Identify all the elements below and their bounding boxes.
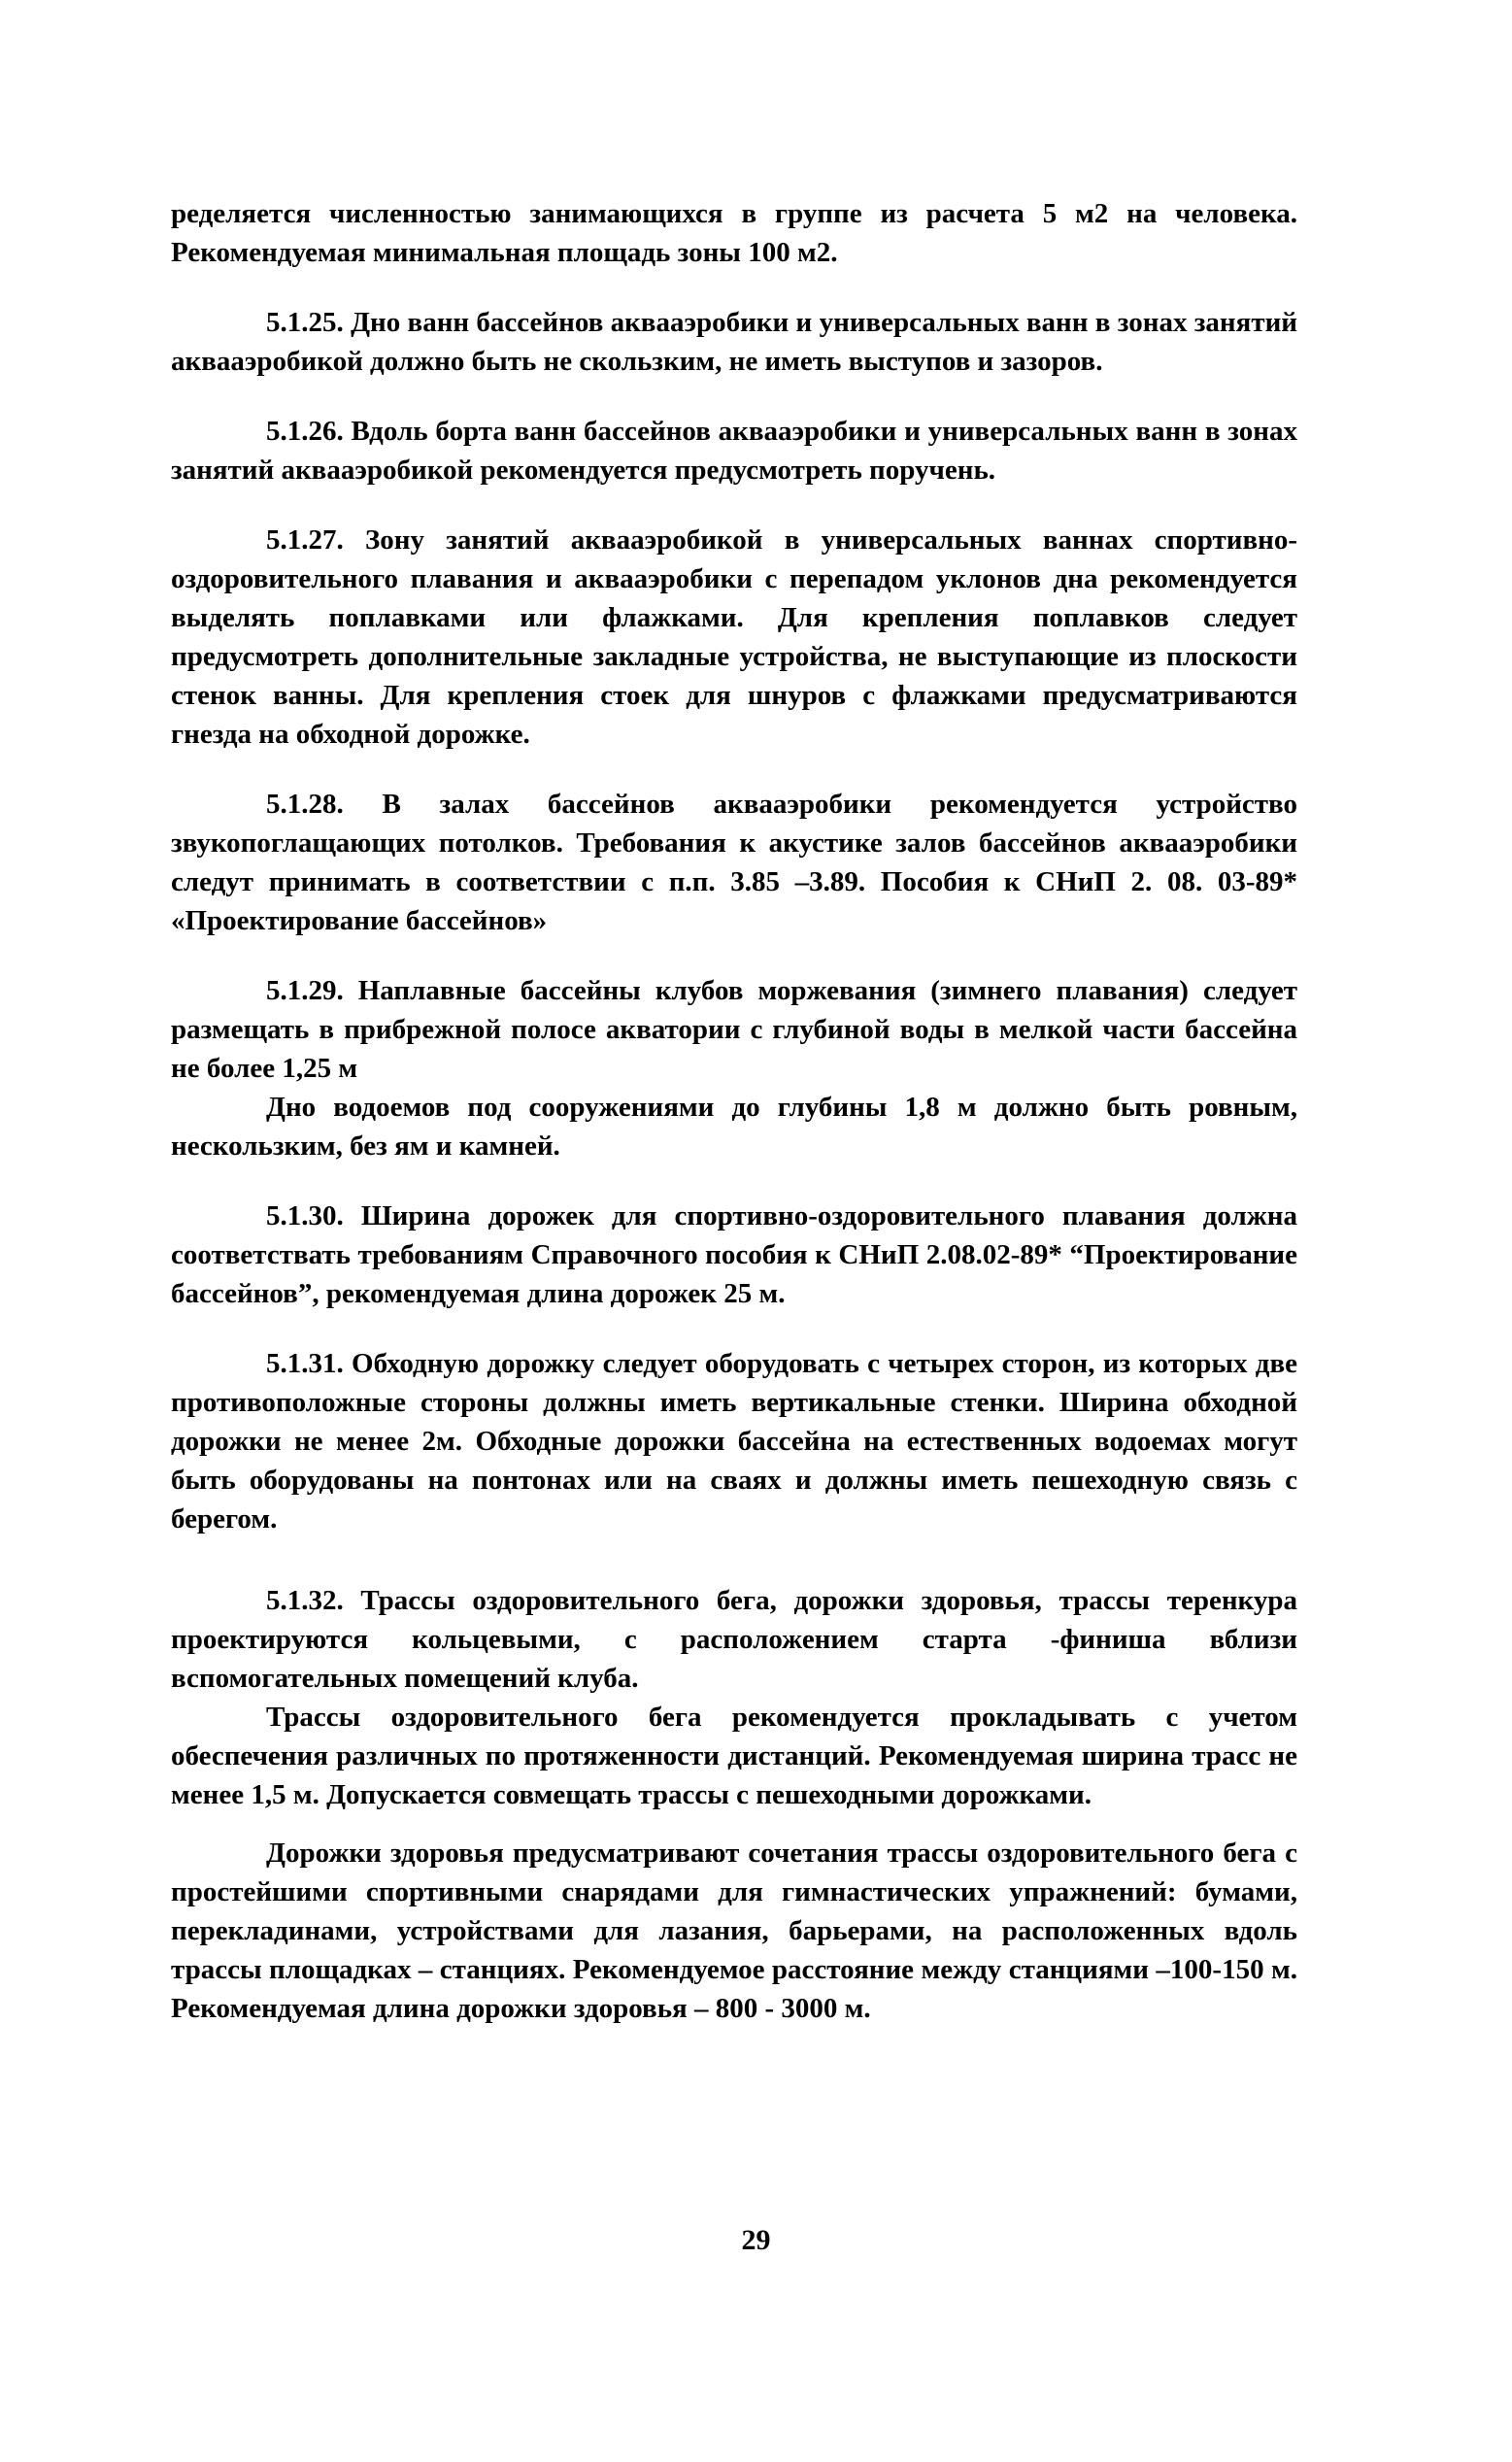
- paragraph-5-1-32: 5.1.32. Трассы оздоровительного бега, дорожки здоровья, трассы теренкура проектируются кольцевыми, с расположением старта -финиша вблизи вспомогательных помещений клуба.: [171, 1585, 1297, 1694]
- paragraph-5-1-26: 5.1.26. Вдоль борта ванн бассейнов аквааэробики и универсальных ванн в зонах занятий аквааэробикой рекомендуется предусмотреть поручень.: [171, 416, 1297, 486]
- paragraph-5-1-29-bottom: Дно водоемов под сооружениями до глубины 1,8 м должно быть ровным, нескользким, без ям и камней.: [171, 1092, 1297, 1162]
- paragraph-5-1-32-health-paths: Дорожки здоровья предусматривают сочетания трассы оздоровительного бега с простейшими спортивными снарядами для гимнастических упражнений: бумами, перекладинами, устройствами для лазания, барьерами, на расположенных вдоль трассы площадках – станциях. Рекомендуемое расстояние между станциями –100-150 м. Рекомендуемая длина дорожки здоровья – 800 - 3000 м.: [171, 1838, 1297, 2024]
- paragraph-5-1-25: 5.1.25. Дно ванн бассейнов аквааэробики и универсальных ванн в зонах занятий аквааэробикой должно быть не скользким, не иметь выступов и зазоров.: [171, 307, 1297, 377]
- paragraph-5-1-31: 5.1.31. Обходную дорожку следует оборудовать с четырех сторон, из которых две противоположные стороны должны иметь вертикальные стенки. Ширина обходной дорожки не менее 2м. Обходные дорожки бассейна на естественных водоемах могут быть оборудованы на понтонах или на сваях и должны иметь пешеходную связь с берегом.: [171, 1348, 1297, 1535]
- paragraph-5-1-27: 5.1.27. Зону занятий аквааэробикой в универсальных ваннах спортивно-оздоровительного плавания и аквааэробики с перепадом уклонов дна рекомендуется выделять поплавками или флажками. Для крепления поплавков следует предусмотреть дополнительные закладные устройства, не выступающие из плоскости стенок ванны. Для крепления стоек для шнуров с флажками предусматриваются гнезда на обходной дорожке.: [171, 524, 1297, 750]
- paragraph-5-1-30: 5.1.30. Ширина дорожек для спортивно-оздоровительного плавания должна соответствать требованиям Справочного пособия к СНиП 2.08.02-89* “Проектирование бассейнов”, рекомендуемая длина дорожек 25 м.: [171, 1200, 1297, 1309]
- paragraph-5-1-32-tracks: Трассы оздоровительного бега рекомендуется прокладывать с учетом обеспечения различных по протяженности дистанций. Рекомендуемая ширина трасс не менее 1,5 м. Допускается совмещать трассы с пешеходными дорожками.: [171, 1702, 1297, 1810]
- paragraph-5-1-28: 5.1.28. В залах бассейнов аквааэробики рекомендуется устройство звукопоглащающих потолков. Требования к акустике залов бассейнов аквааэробики следут принимать в соответствии с п.п. 3.85 –3.89. Пособия к СНиП 2. 08. 03-89* «Проектирование бассейнов»: [171, 789, 1297, 936]
- paragraph-continuation: ределяется численностью занимающихся в группе из расчета 5 м2 на человека. Рекомендуемая минимальная площадь зоны 100 м2.: [171, 198, 1297, 268]
- paragraph-5-1-29: 5.1.29. Наплавные бассейны клубов моржевания (зимнего плавания) следует размещать в прибрежной полосе акватории с глубиной воды в мелкой части бассейна не более 1,25 м: [171, 975, 1297, 1084]
- document-body: [171, 194, 1297, 2028]
- page-number: 29: [741, 2224, 771, 2256]
